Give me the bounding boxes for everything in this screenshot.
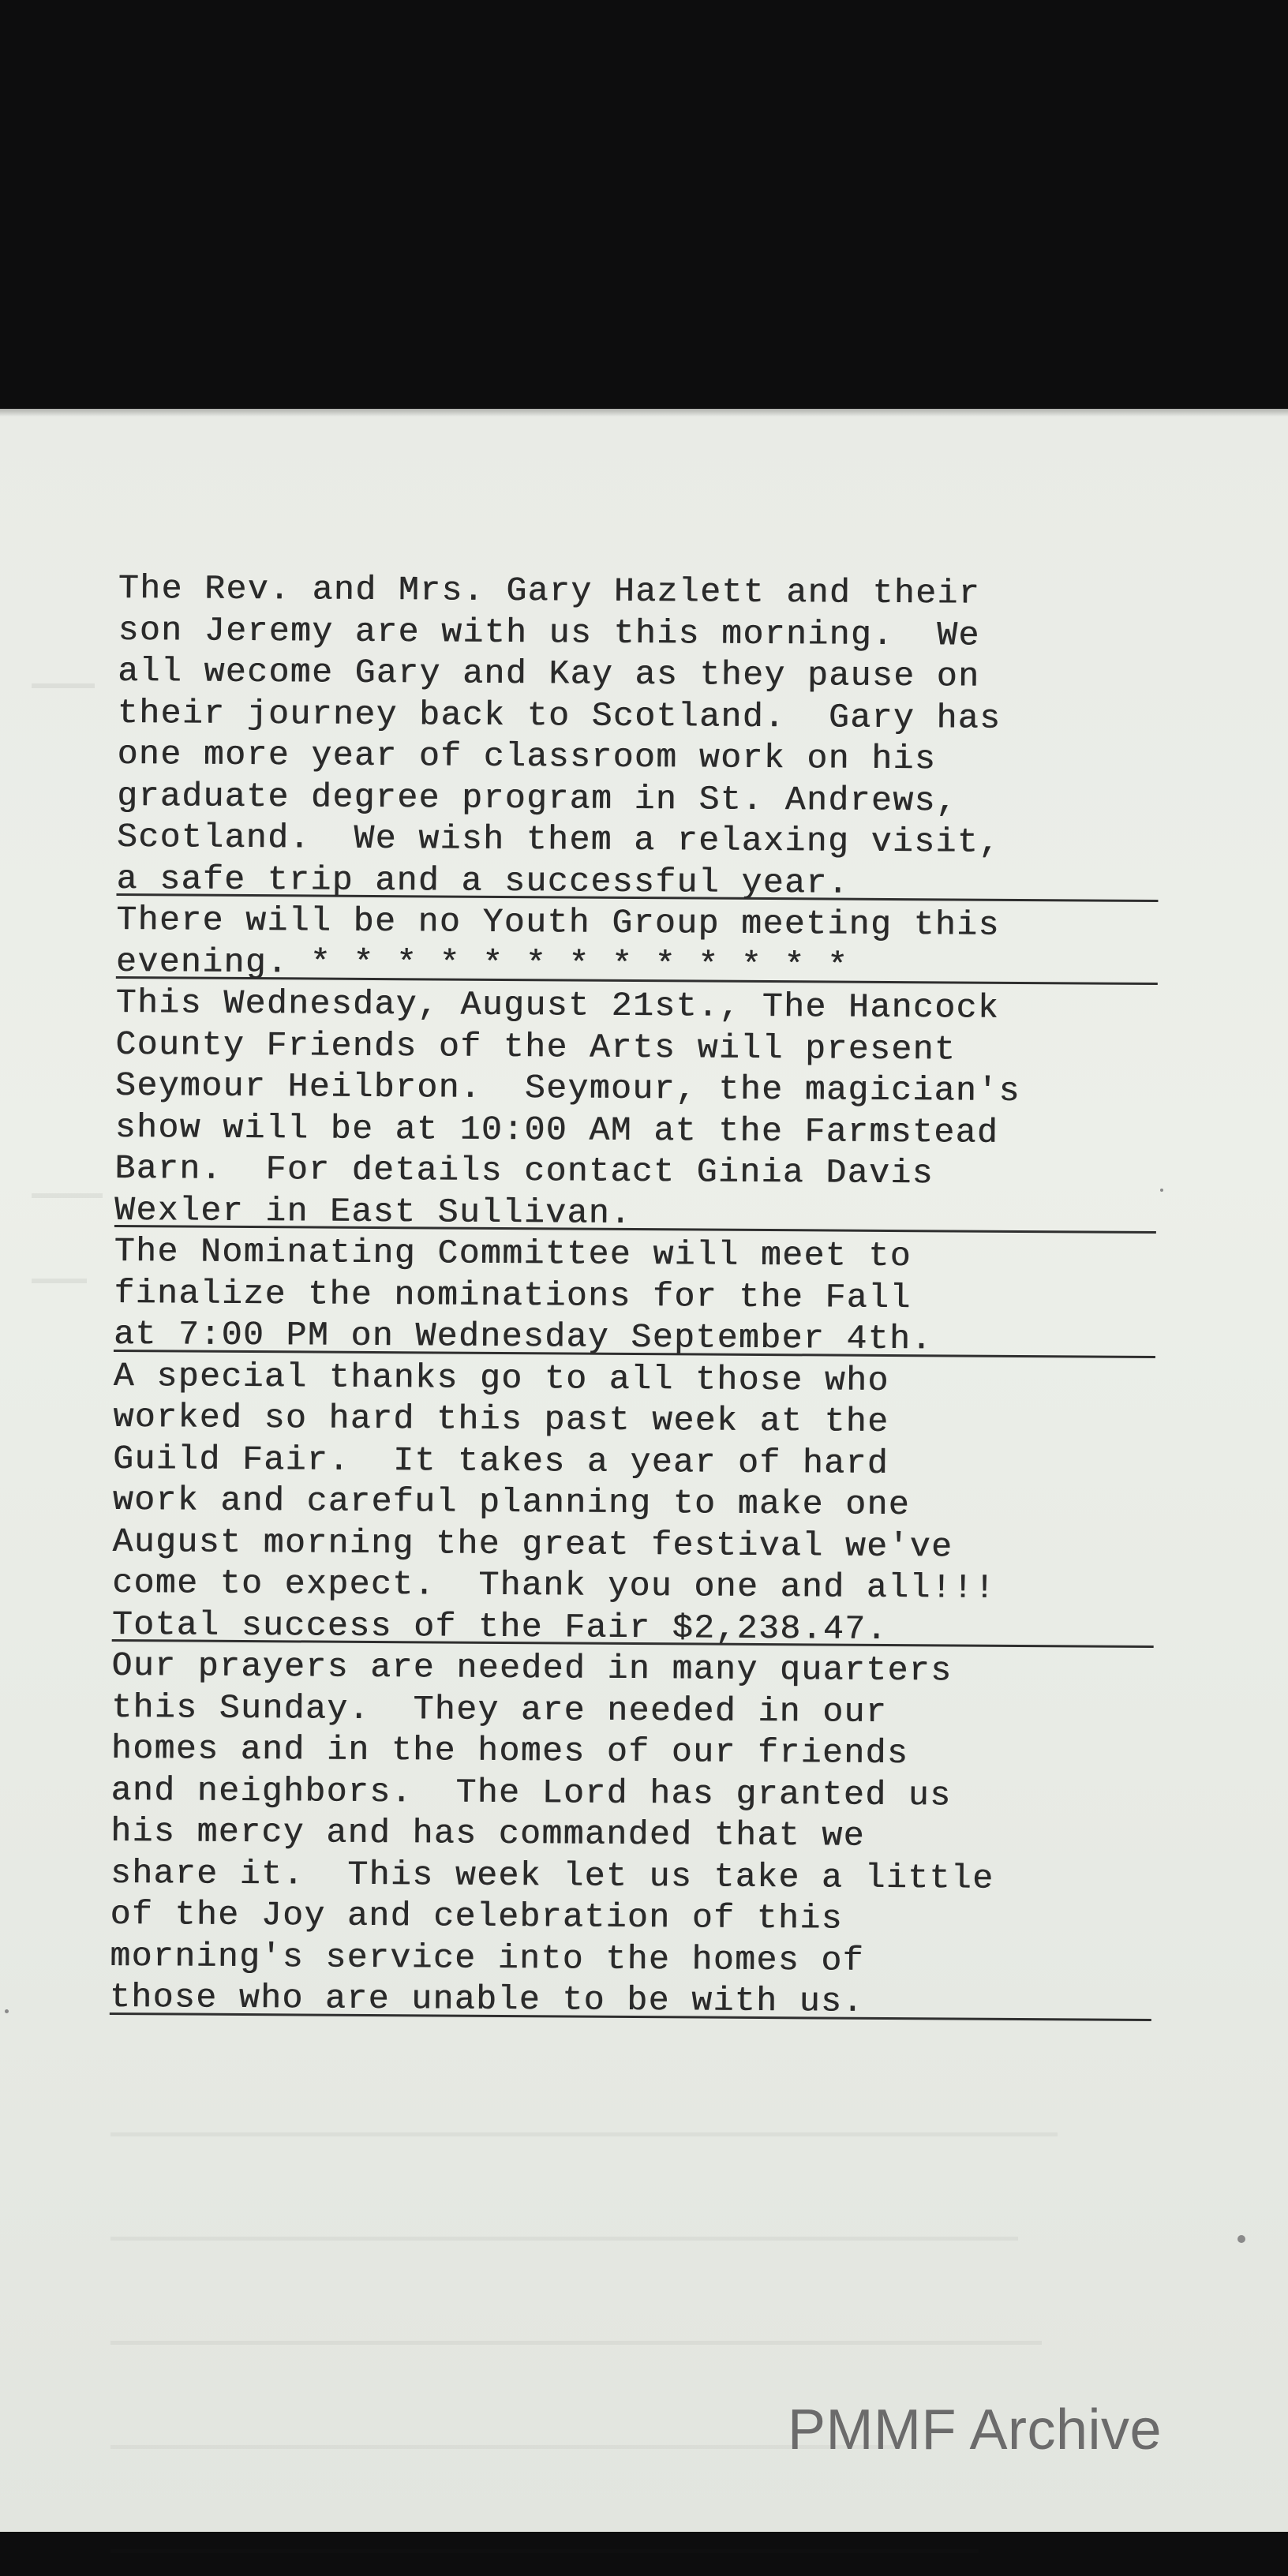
typed-line: Wexler in East Sullivan. <box>114 1190 632 1233</box>
typed-line: August morning the great festival we've <box>112 1522 953 1566</box>
bulletin-announcements <box>110 568 1144 2024</box>
show-through-texture <box>110 2052 1136 2305</box>
typed-line: Seymour Heilbron. Seymour, the magician's <box>114 1065 1020 1110</box>
typed-line: graduate degree program in St. Andrews, <box>117 776 958 820</box>
announcement-paragraph <box>114 983 1142 1234</box>
show-through-texture <box>32 608 126 639</box>
typed-line: his mercy and has commanded that we <box>110 1811 866 1855</box>
typed-line: morning's service into the homes of <box>110 1936 865 1980</box>
announcement-paragraph <box>114 1231 1140 1357</box>
paper-speck <box>1237 2235 1245 2243</box>
typed-line: The Nominating Committee will meet to <box>114 1231 912 1276</box>
paper-speck <box>5 2009 9 2013</box>
announcement-paragraph <box>110 1646 1138 2020</box>
typed-line: share it. This week let us take a little <box>110 1853 994 1898</box>
show-through-texture <box>32 1121 126 1184</box>
typed-line: County Friends of the Arts will present <box>115 1024 957 1069</box>
typed-line: finalize the nominations for the Fall <box>114 1273 912 1317</box>
archive-watermark: PMMF Archive <box>788 2398 1163 2462</box>
typed-line: This Wednesday, August 21st., The Hancock <box>115 983 1000 1028</box>
page-edge-shadow <box>0 409 1288 417</box>
typed-line: come to expect. Thank you one and all!!! <box>111 1563 996 1608</box>
typed-line: evening. * * * * * * * * * * * * * <box>115 942 849 986</box>
announcement-paragraph <box>116 568 1144 902</box>
typed-line: a safe trip and a successful year. <box>116 859 850 903</box>
typed-line: this Sunday. They are needed in our <box>111 1687 888 1732</box>
typed-line: The Rev. and Mrs. Gary Hazlett and their <box>118 569 981 613</box>
typed-line: of the Joy and celebration of this <box>110 1894 844 1938</box>
paper-speck <box>1160 1189 1163 1192</box>
typed-line: There will be no Youth Group meeting this <box>116 900 1000 945</box>
typed-line: and neighbors. The Lord has granted us <box>110 1770 952 1814</box>
typed-line: all wecome Gary and Kay as they pause on <box>118 651 980 696</box>
typed-line: son Jeremy are with us this morning. We <box>118 610 980 655</box>
typed-line: Total success of the Fair $2,238.47. <box>111 1604 888 1649</box>
typed-line: their journey back to Scotland. Gary has <box>117 693 1002 738</box>
typed-line: A special thanks go to all those who <box>113 1356 889 1400</box>
typed-line: show will be at 10:00 AM at the Farmstead <box>114 1107 999 1152</box>
typed-line: Guild Fair. It takes a year of hard <box>112 1439 889 1483</box>
typed-line: Scotland. We wish them a relaxing visit, <box>116 817 1001 862</box>
announcement-paragraph <box>112 1355 1140 1647</box>
typed-line: at 7:00 PM on Wednesday September 4th. <box>113 1314 933 1359</box>
typed-line: homes and in the homes of our friends <box>110 1728 909 1773</box>
typed-line: Barn. For details contact Ginia Davis <box>114 1148 934 1193</box>
typed-line: worked so hard this past week at the <box>113 1397 889 1441</box>
typed-line: Our prayers are needed in many quarters <box>111 1646 953 1690</box>
announcement-paragraph <box>116 900 1143 985</box>
typed-line: one more year of classroom work on his <box>117 734 937 779</box>
typed-line: work and careful planning to make one <box>112 1480 911 1525</box>
typed-line: those who are unable to be with us. <box>109 1977 864 2021</box>
